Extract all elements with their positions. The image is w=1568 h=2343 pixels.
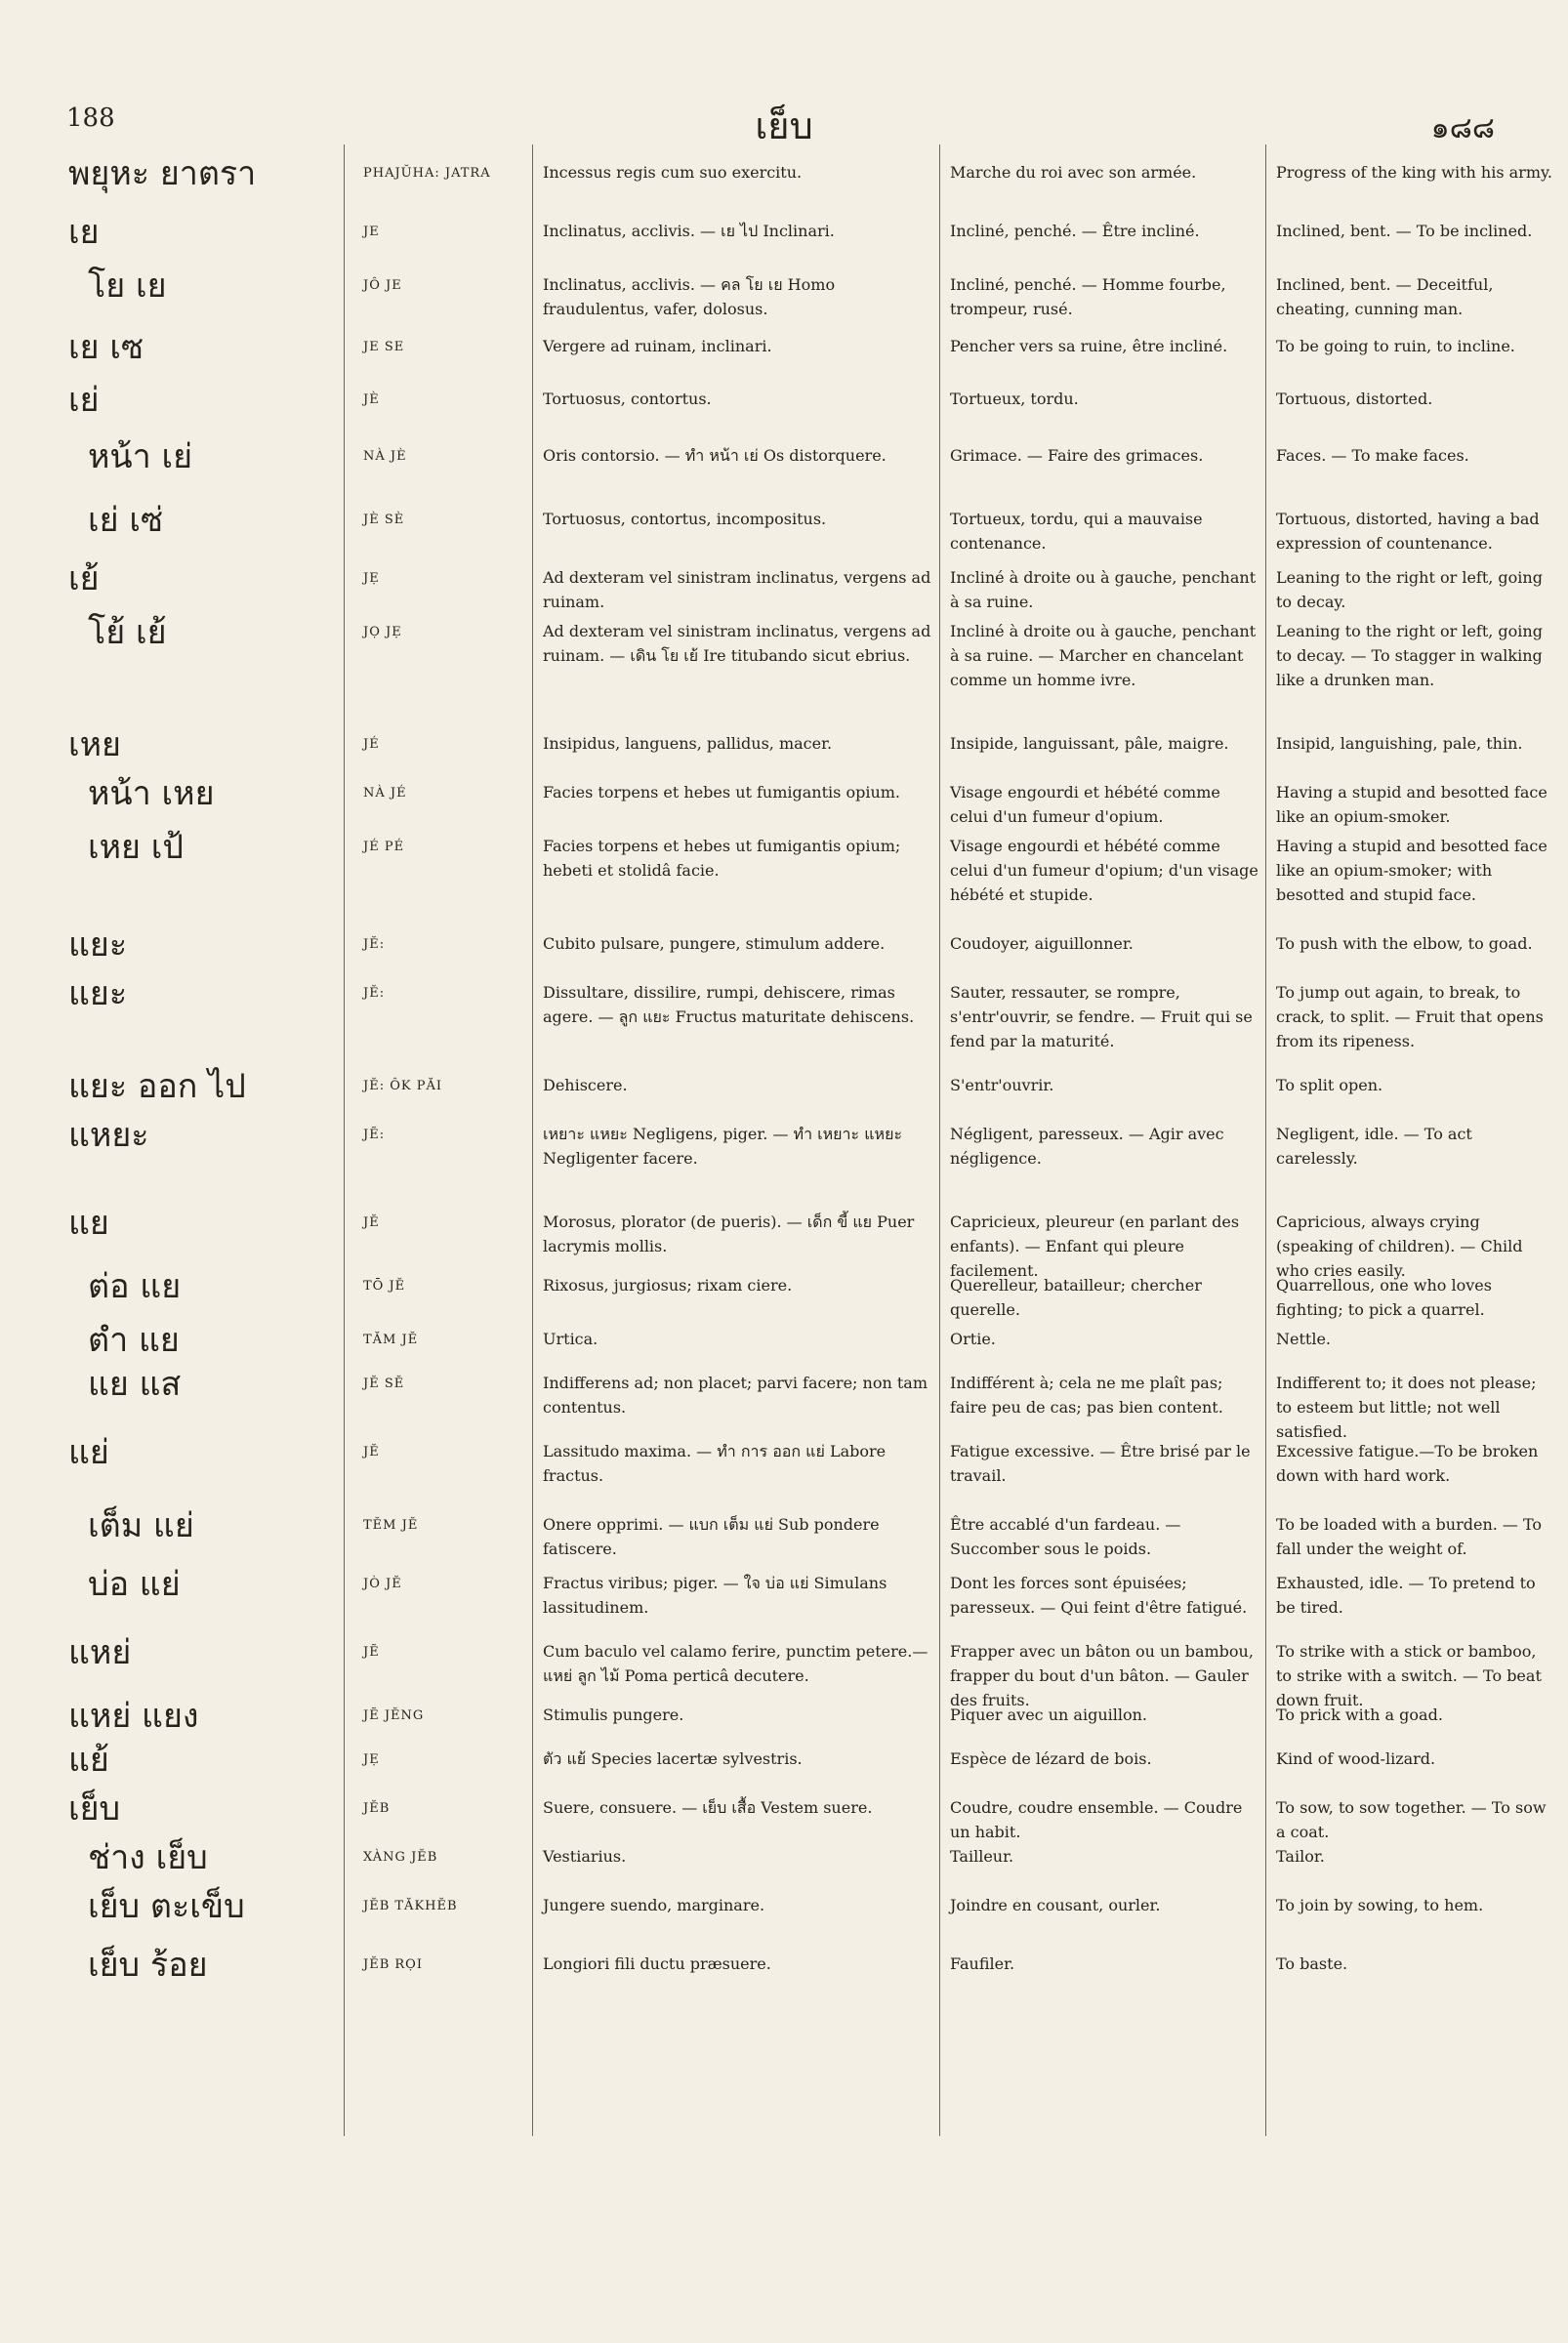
thai-headword: เต็ม แย่ — [88, 1506, 194, 1545]
thai-headword: บ่อ แย่ — [88, 1565, 181, 1604]
french-definition: Frapper avec un bâton ou un bambou, frapper du bout d'un bâton. — Gauler des fruits. — [950, 1642, 1254, 1709]
latin-definition: Jungere suendo, marginare. — [543, 1896, 765, 1914]
transliteration: TĔM JĔ — [363, 1518, 419, 1533]
thai-headword: ตำ แย — [88, 1321, 180, 1360]
latin-definition: Cubito pulsare, pungere, stimulum addere. — [543, 934, 886, 953]
thai-headword: เย็บ ตะเข็บ — [88, 1887, 245, 1926]
transliteration: JE — [363, 225, 380, 239]
french-definition: Espèce de lézard de bois. — [950, 1749, 1152, 1768]
english-definition: Tailor. — [1276, 1847, 1325, 1866]
thai-headword: แยะ ออก ไป — [68, 1067, 246, 1106]
french-definition: Incliné, penché. — Être incliné. — [950, 222, 1200, 240]
transliteration: JĔ SĔ — [363, 1377, 405, 1391]
thai-headword: เย็บ ร้อย — [88, 1946, 208, 1985]
french-definition: Visage engourdi et hébété comme celui d'un fumeur d'opium. — [950, 783, 1220, 826]
latin-definition: Inclinatus, acclivis. — คล โย เย Homo fraudulentus, vafer, dolosus. — [543, 275, 836, 318]
latin-definition: เหยาะ แหยะ Negligens, piger. — ทำ เหยาะ แหยะ Negligenter facere. — [543, 1125, 903, 1168]
french-definition: Joindre en cousant, ourler. — [950, 1896, 1161, 1914]
transliteration: NÀ JÈ — [363, 449, 407, 464]
transliteration: XÀNG JĔB — [363, 1850, 438, 1865]
thai-headword: พยุหะ ยาตรา — [68, 154, 257, 193]
transliteration: TŌ JĔ — [363, 1279, 406, 1294]
transliteration: JẼ JĔNG — [363, 1708, 425, 1723]
english-definition: Inclined, bent. — Deceitful, cheating, cunning man. — [1276, 275, 1494, 318]
english-definition: Nettle. — [1276, 1330, 1331, 1348]
transliteration: JĔ — [363, 1215, 380, 1230]
french-definition: Pencher vers sa ruine, être incliné. — [950, 337, 1228, 355]
french-definition: Visage engourdi et hébété comme celui d'un fumeur d'opium; d'un visage hébété et stupide. — [950, 837, 1259, 904]
english-definition: To be loaded with a burden. — To fall under the weight of. — [1276, 1515, 1543, 1558]
transliteration: JÔ JE — [363, 278, 402, 293]
latin-definition: Vergere ad ruinam, inclinari. — [543, 337, 772, 355]
latin-definition: Rixosus, jurgiosus; rixam ciere. — [543, 1276, 793, 1295]
thai-headword: หน้า เหย — [88, 774, 215, 813]
thai-headword: แย — [68, 1204, 109, 1243]
english-definition: Kind of wood-lizard. — [1276, 1749, 1436, 1768]
transliteration: JẼ — [363, 1645, 380, 1660]
french-definition: Incliné à droite ou à gauche, penchant à sa ruine. — Marcher en chancelant comme un homme ivre. — [950, 622, 1257, 689]
french-definition: Capricieux, pleureur (en parlant des enfants). — Enfant qui pleure facilement. — [950, 1213, 1240, 1280]
thai-headword: แหยะ — [68, 1116, 149, 1155]
column-rule — [344, 144, 345, 2136]
english-definition: Leaning to the right or left, going to decay. — To stagger in walking like a drunken man. — [1276, 622, 1543, 689]
french-definition: Négligent, paresseux. — Agir avec négligence. — [950, 1125, 1224, 1168]
english-definition: To join by sowing, to hem. — [1276, 1896, 1484, 1914]
english-definition: Exhausted, idle. — To pretend to be tired. — [1276, 1574, 1536, 1617]
english-definition: Having a stupid and besotted face like an opium-smoker. — [1276, 783, 1547, 826]
thai-headword: เย่ เซ่ — [88, 501, 164, 540]
latin-definition: Facies torpens et hebes ut fumigantis opium. — [543, 783, 901, 802]
transliteration: JĔ — [363, 1445, 380, 1459]
english-definition: Faces. — To make faces. — [1276, 446, 1469, 465]
thai-headword: เหย เป้ — [88, 828, 184, 867]
thai-headword: โย เย — [88, 267, 167, 306]
transliteration: PHAJŬHA: JATRA — [363, 166, 491, 181]
latin-definition: Ad dexteram vel sinistram inclinatus, vergens ad ruinam. — [543, 568, 931, 611]
transliteration: JĔB RỌI — [363, 1957, 423, 1972]
transliteration: JÉ PÉ — [363, 840, 405, 854]
thai-headword: เย่ — [68, 381, 100, 420]
latin-definition: Fractus viribus; piger. — ใจ บ่อ แย่ Simulans lassitudinem. — [543, 1574, 887, 1617]
thai-headword: แยะ — [68, 974, 128, 1013]
thai-headword: แย้ — [68, 1741, 109, 1780]
french-definition: Insipide, languissant, pâle, maigre. — [950, 734, 1229, 753]
french-definition: Tailleur. — [950, 1847, 1014, 1866]
transliteration: JĔB — [363, 1801, 391, 1816]
french-definition: Coudre, coudre ensemble. — Coudre un habit. — [950, 1798, 1243, 1841]
french-definition: Être accablé d'un fardeau. — Succomber sous le poids. — [950, 1515, 1181, 1558]
page-number: 188 — [66, 103, 115, 133]
latin-definition: Ad dexteram vel sinistram inclinatus, vergens ad ruinam. — เดิน โย เย้ Ire titubando sicut ebrius. — [543, 622, 931, 665]
page-header — [0, 96, 1568, 147]
latin-definition: Oris contorsio. — ทำ หน้า เย่ Os distorquere. — [543, 446, 887, 465]
transliteration: JẼ: — [363, 1128, 386, 1142]
english-definition: Progress of the king with his army. — [1276, 163, 1552, 182]
latin-definition: Urtica. — [543, 1330, 598, 1348]
latin-definition: Facies torpens et hebes ut fumigantis opium; hebeti et stolidâ facie. — [543, 837, 901, 880]
thai-headword: เหย — [68, 725, 121, 764]
latin-definition: Dehiscere. — [543, 1076, 628, 1094]
latin-definition: Insipidus, languens, pallidus, macer. — [543, 734, 833, 753]
english-definition: Excessive fatigue.—To be broken down with hard work. — [1276, 1442, 1539, 1485]
latin-definition: Lassitudo maxima. — ทำ การ ออก แย่ Labore fractus. — [543, 1442, 887, 1485]
english-definition: To sow, to sow together. — To sow a coat. — [1276, 1798, 1547, 1841]
latin-definition: Onere opprimi. — แบก เต็ม แย่ Sub pondere fatiscere. — [543, 1515, 880, 1558]
english-definition: Tortuous, distorted. — [1276, 390, 1433, 408]
thai-headword: แยะ — [68, 925, 128, 965]
latin-definition: Dissultare, dissilire, rumpi, dehiscere, rimas agere. — ลูก แยะ Fructus maturitate dehiscens. — [543, 983, 915, 1026]
thai-headword: เย็บ — [68, 1789, 121, 1829]
french-definition: Incliné à droite ou à gauche, penchant à sa ruine. — [950, 568, 1257, 611]
english-definition: Tortuous, distorted, having a bad expression of countenance. — [1276, 510, 1540, 553]
english-definition: To push with the elbow, to goad. — [1276, 934, 1533, 953]
latin-definition: Tortuosus, contortus. — [543, 390, 712, 408]
english-definition: Indifferent to; it does not please; to esteem but little; not well satisfied. — [1276, 1374, 1537, 1441]
transliteration: JÈ SÈ — [363, 513, 405, 527]
column-rule — [939, 144, 940, 2136]
thai-headword: เย — [68, 213, 100, 252]
transliteration: JĔ: — [363, 986, 386, 1001]
french-definition: Marche du roi avec son armée. — [950, 163, 1197, 182]
thai-headword: แหย่ — [68, 1633, 132, 1672]
latin-definition: Tortuosus, contortus, incompositus. — [543, 510, 827, 528]
latin-definition: Incessus regis cum suo exercitu. — [543, 163, 803, 182]
latin-definition: Vestiarius. — [543, 1847, 627, 1866]
transliteration: JĔ: — [363, 937, 386, 952]
thai-headword: แหย่ แยง — [68, 1697, 199, 1736]
transliteration: TĂM JĔ — [363, 1333, 419, 1347]
latin-definition: Cum baculo vel calamo ferire, punctim petere.— แหย่ ลูก ไม้ Poma perticâ decutere. — [543, 1642, 928, 1685]
page-number-thai: ๑๘๘ — [1430, 111, 1495, 145]
transliteration: NÀ JÉ — [363, 786, 407, 801]
english-definition: To be going to ruin, to incline. — [1276, 337, 1515, 355]
english-definition: To baste. — [1276, 1954, 1348, 1973]
thai-headword: แย แส — [88, 1365, 182, 1404]
english-definition: To jump out again, to break, to crack, to split. — Fruit that opens from its ripeness. — [1276, 983, 1544, 1050]
running-head: เย็บ — [755, 104, 813, 147]
latin-definition: Suere, consuere. — เย็บ เสื้อ Vestem suere. — [543, 1798, 873, 1817]
transliteration: JẸ — [363, 1752, 380, 1767]
french-definition: Dont les forces sont épuisées; paresseux. — Qui feint d'être fatigué. — [950, 1574, 1248, 1617]
transliteration: JE SE — [363, 340, 405, 354]
english-definition: Inclined, bent. — To be inclined. — [1276, 222, 1533, 240]
column-rule — [1265, 144, 1266, 2136]
thai-headword: เย้ — [68, 559, 100, 598]
french-definition: Grimace. — Faire des grimaces. — [950, 446, 1204, 465]
english-definition: Leaning to the right or left, going to decay. — [1276, 568, 1543, 611]
english-definition: To split open. — [1276, 1076, 1383, 1094]
transliteration: JỌ JẸ — [363, 625, 402, 639]
french-definition: Tortueux, tordu, qui a mauvaise contenance. — [950, 510, 1203, 553]
latin-definition: Inclinatus, acclivis. — เย ไป Inclinari. — [543, 222, 835, 240]
english-definition: Negligent, idle. — To act carelessly. — [1276, 1125, 1472, 1168]
thai-headword: ต่อ แย — [88, 1267, 182, 1306]
latin-definition: ตัว แย้ Species lacertæ sylvestris. — [543, 1749, 803, 1768]
french-definition: Incliné, penché. — Homme fourbe, trompeur, rusé. — [950, 275, 1226, 318]
latin-definition: Stimulis pungere. — [543, 1706, 684, 1724]
english-definition: Capricious, always crying (speaking of children). — Child who cries easily. — [1276, 1213, 1523, 1280]
transliteration: JÉ — [363, 737, 380, 752]
thai-headword: เย เซ — [68, 328, 144, 367]
french-definition: Indifférent à; cela ne me plaît pas; faire peu de cas; pas bien content. — [950, 1374, 1223, 1417]
french-definition: Tortueux, tordu. — [950, 390, 1079, 408]
english-definition: Having a stupid and besotted face like an opium-smoker; with besotted and stupid face. — [1276, 837, 1547, 904]
transliteration: JÈ — [363, 392, 380, 407]
transliteration: JÒ JĔ — [363, 1577, 402, 1591]
english-definition: To prick with a goad. — [1276, 1706, 1443, 1724]
french-definition: Sauter, ressauter, se rompre, s'entr'ouvrir, se fendre. — Fruit qui se fend par la maturité. — [950, 983, 1253, 1050]
thai-headword: ช่าง เย็บ — [88, 1838, 208, 1877]
thai-headword: โย้ เย้ — [88, 613, 167, 652]
french-definition: Fatigue excessive. — Être brisé par le travail. — [950, 1442, 1251, 1485]
french-definition: Querelleur, batailleur; chercher querelle. — [950, 1276, 1202, 1319]
french-definition: Coudoyer, aiguillonner. — [950, 934, 1134, 953]
thai-headword: หน้า เย่ — [88, 437, 193, 476]
latin-definition: Longiori fili ductu præsuere. — [543, 1954, 771, 1973]
latin-definition: Indifferens ad; non placet; parvi facere; non tam contentus. — [543, 1374, 928, 1417]
english-definition: Quarrellous, one who loves fighting; to pick a quarrel. — [1276, 1276, 1492, 1319]
french-definition: Ortie. — [950, 1330, 996, 1348]
french-definition: S'entr'ouvrir. — [950, 1076, 1054, 1094]
transliteration: JĔB TĂKHĔB — [363, 1899, 458, 1913]
thai-headword: แย่ — [68, 1433, 109, 1472]
french-definition: Piquer avec un aiguillon. — [950, 1706, 1147, 1724]
transliteration: JẸ — [363, 571, 380, 586]
english-definition: To strike with a stick or bamboo, to strike with a switch. — To beat down fruit. — [1276, 1642, 1542, 1709]
latin-definition: Morosus, plorator (de pueris). — เด็ก ขี้ แย Puer lacrymis mollis. — [543, 1213, 915, 1255]
english-definition: Insipid, languishing, pale, thin. — [1276, 734, 1523, 753]
transliteration: JĔ: ÔK PĂI — [363, 1079, 442, 1093]
french-definition: Faufiler. — [950, 1954, 1015, 1973]
column-rule — [532, 144, 533, 2136]
